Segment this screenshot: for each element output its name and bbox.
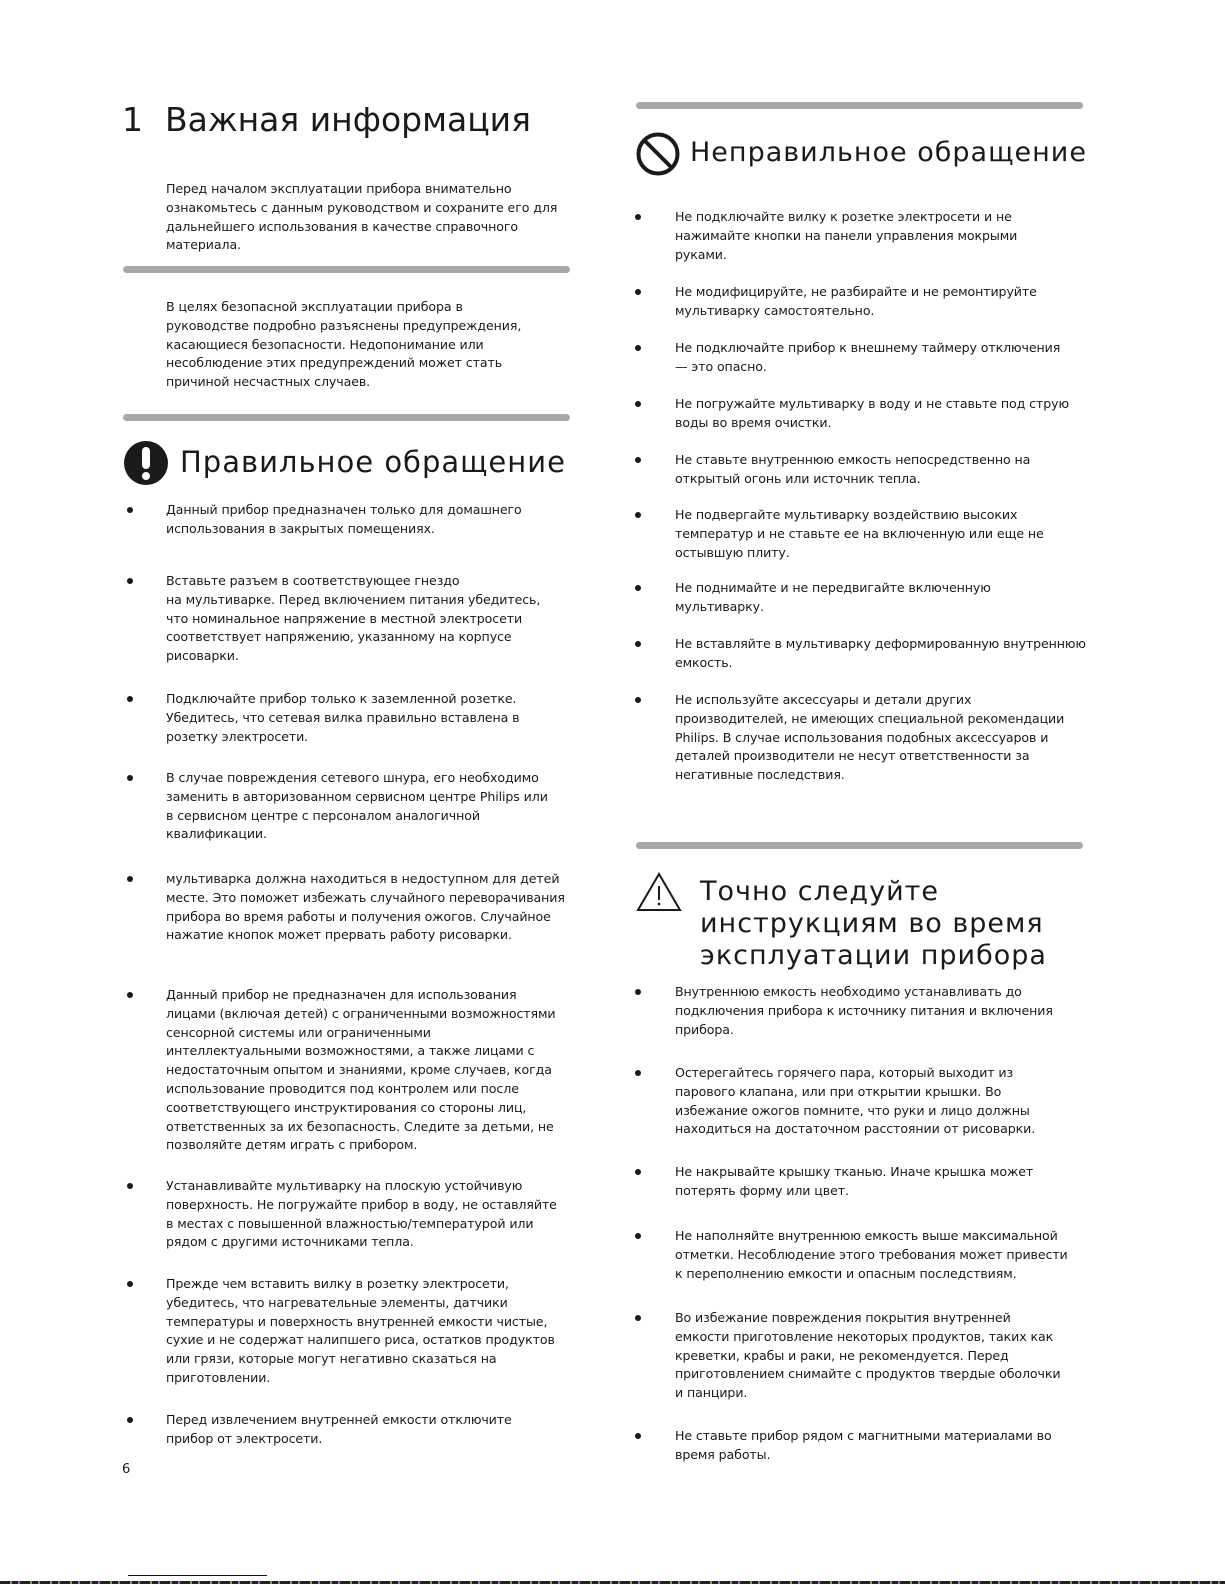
bullet-icon bbox=[127, 578, 133, 584]
list-item: Устанавливайте мультиварку на плоскую устойчивую поверхность. Не погружайте прибор в воду, не оставляйте в местах с повышенной влажностью/температурой или рядом с другими источниками тепла. bbox=[166, 1178, 557, 1250]
bullet-icon bbox=[635, 697, 641, 703]
list-item: Не ставьте внутреннюю емкость непосредственно на открытый огонь или источник тепла. bbox=[675, 452, 1031, 486]
list-item: Не модифицируйте, не разбирайте и не ремонтируйте мультиварку самостоятельно. bbox=[675, 284, 1037, 318]
bullet-icon bbox=[127, 1417, 133, 1423]
intro-paragraph: Перед началом эксплуатации прибора внимательно ознакомьтесь с данным руководством и сохраните его для дальнейшего использования в качестве справочного материала. bbox=[166, 181, 558, 253]
prohibited-icon bbox=[636, 132, 680, 176]
list-item: Не погружайте мультиварку в воду и не ставьте под струю воды во время очистки. bbox=[675, 396, 1069, 430]
list-item: Вставьте разъем в соответствующее гнездо на мультиварке. Перед включением питания убедитесь, что номинальное напряжение в местной электросети соответствует напряжению, указанному на корпусе рисоварки. bbox=[166, 573, 541, 664]
bullet-icon bbox=[635, 585, 641, 591]
list-item: Во избежание повреждения покрытия внутренней емкости приготовление некоторых продуктов, таких как креветки, крабы и раки, не рекомендуется. Перед приготовлением снимайте с продуктов твердые оболочки и панцири. bbox=[675, 1310, 1061, 1401]
list-item: Перед извлечением внутренней емкости отключите прибор от электросети. bbox=[166, 1412, 512, 1446]
section-title: Точно следуйте инструкциям во время эксплуатации прибора bbox=[700, 876, 1047, 971]
list-item: Не накрывайте крышку тканью. Иначе крышка может потерять форму или цвет. bbox=[675, 1164, 1034, 1198]
divider bbox=[636, 102, 1083, 109]
bullet-icon bbox=[635, 345, 641, 351]
list-item: В случае повреждения сетевого шнура, его необходимо заменить в авторизованном сервисном центре Philips или в сервисном центре с персоналом аналогичной квалификации. bbox=[166, 770, 548, 842]
bullet-icon bbox=[635, 289, 641, 295]
list-item: Не наполняйте внутреннюю емкость выше максимальной отметки. Несоблюдение этого требования может привести к переполнению емкости и опасным последствиям. bbox=[675, 1228, 1068, 1281]
divider bbox=[123, 266, 570, 273]
link-underline bbox=[128, 1575, 267, 1576]
list-item: Не подвергайте мультиварку воздействию высоких температур и не ставьте ее на включенную или еще не остывшую плиту. bbox=[675, 507, 1044, 560]
bullet-icon bbox=[127, 696, 133, 702]
list-item: Не подключайте прибор к внешнему таймеру отключения — это опасно. bbox=[675, 340, 1061, 374]
bullet-icon bbox=[127, 507, 133, 513]
chapter-number: 1 bbox=[122, 100, 143, 139]
bottom-border bbox=[0, 1581, 1225, 1584]
bullet-icon bbox=[635, 214, 641, 220]
bullet-icon bbox=[635, 512, 641, 518]
bullet-icon bbox=[635, 457, 641, 463]
exclamation-icon bbox=[124, 441, 168, 485]
list-item: Не используйте аксессуары и детали других производителей, не имеющих специальной рекомендации Philips. В случае использования подобных аксессуаров и деталей производители не несут ответственности за негативные последствия. bbox=[675, 692, 1065, 783]
bullet-icon bbox=[635, 1070, 641, 1076]
list-item: Данный прибор не предназначен для использования лицами (включая детей) с ограниченными возможностями сенсорной системы или ограниченными интеллектуальными возможностями, а также лицами с недостаточным опытом и знаниями, кроме случаев, когда использование проводится под контролем или после соответствующего инструктирования со стороны лиц, ответственных за их безопасность. Следите за детьми, не позволяйте детям играть с прибором. bbox=[166, 987, 556, 1153]
bullet-icon bbox=[635, 401, 641, 407]
bullet-icon bbox=[635, 1315, 641, 1321]
divider bbox=[636, 842, 1083, 849]
bullet-icon bbox=[635, 989, 641, 995]
divider bbox=[123, 414, 570, 421]
section-title: Правильное обращение bbox=[180, 445, 566, 479]
list-item: мультиварка должна находиться в недоступном для детей месте. Это поможет избежать случайного переворачивания прибора во время работы и получения ожогов. Случайное нажатие кнопок может прервать работу рисоварки. bbox=[166, 871, 565, 943]
list-item: Подключайте прибор только к заземленной розетке. Убедитесь, что сетевая вилка правильно вставлена в розетку электросети. bbox=[166, 691, 520, 744]
bullet-icon bbox=[635, 1433, 641, 1439]
bullet-icon bbox=[127, 876, 133, 882]
page-number: 6 bbox=[122, 1462, 131, 1477]
list-item: Внутреннюю емкость необходимо устанавливать до подключения прибора к источнику питания и включения прибора. bbox=[675, 984, 1053, 1037]
bullet-icon bbox=[127, 1281, 133, 1287]
list-item: Не подключайте вилку к розетке электросети и не нажимайте кнопки на панели управления мокрыми руками. bbox=[675, 209, 1018, 262]
intro-paragraph: В целях безопасной эксплуатации прибора в руководстве подробно разъяснены предупреждения, касающиеся безопасности. Недопонимание или несоблюдение этих предупреждений может стать причиной несчастных случаев. bbox=[166, 299, 522, 390]
bullet-icon bbox=[127, 1183, 133, 1189]
bullet-icon bbox=[635, 1233, 641, 1239]
bullet-icon bbox=[635, 641, 641, 647]
bullet-icon bbox=[635, 1169, 641, 1175]
bullet-icon bbox=[127, 775, 133, 781]
list-item: Прежде чем вставить вилку в розетку электросети, убедитесь, что нагревательные элементы, датчики температуры и поверхность внутренней емкости чистые, сухие и не содержат налипшего риса, остатков продуктов или грязи, которые могут негативно сказаться на приготовлении. bbox=[166, 1276, 555, 1385]
chapter-title: Важная информация bbox=[165, 100, 531, 139]
list-item: Не поднимайте и не передвигайте включенную мультиварку. bbox=[675, 580, 991, 614]
list-item: Не вставляйте в мультиварку деформированную внутреннюю емкость. bbox=[675, 636, 1086, 670]
list-item: Данный прибор предназначен только для домашнего использования в закрытых помещениях. bbox=[166, 502, 522, 536]
list-item: Не ставьте прибор рядом с магнитными материалами во время работы. bbox=[675, 1428, 1052, 1462]
section-title: Неправильное обращение bbox=[690, 137, 1087, 168]
bullet-icon bbox=[127, 992, 133, 998]
list-item: Остерегайтесь горячего пара, который выходит из парового клапана, или при открытии крышки. Во избежание ожогов помните, что руки и лицо должны находиться на достаточном расстоянии от рисоварки. bbox=[675, 1065, 1036, 1137]
warning-triangle-icon bbox=[636, 872, 682, 912]
